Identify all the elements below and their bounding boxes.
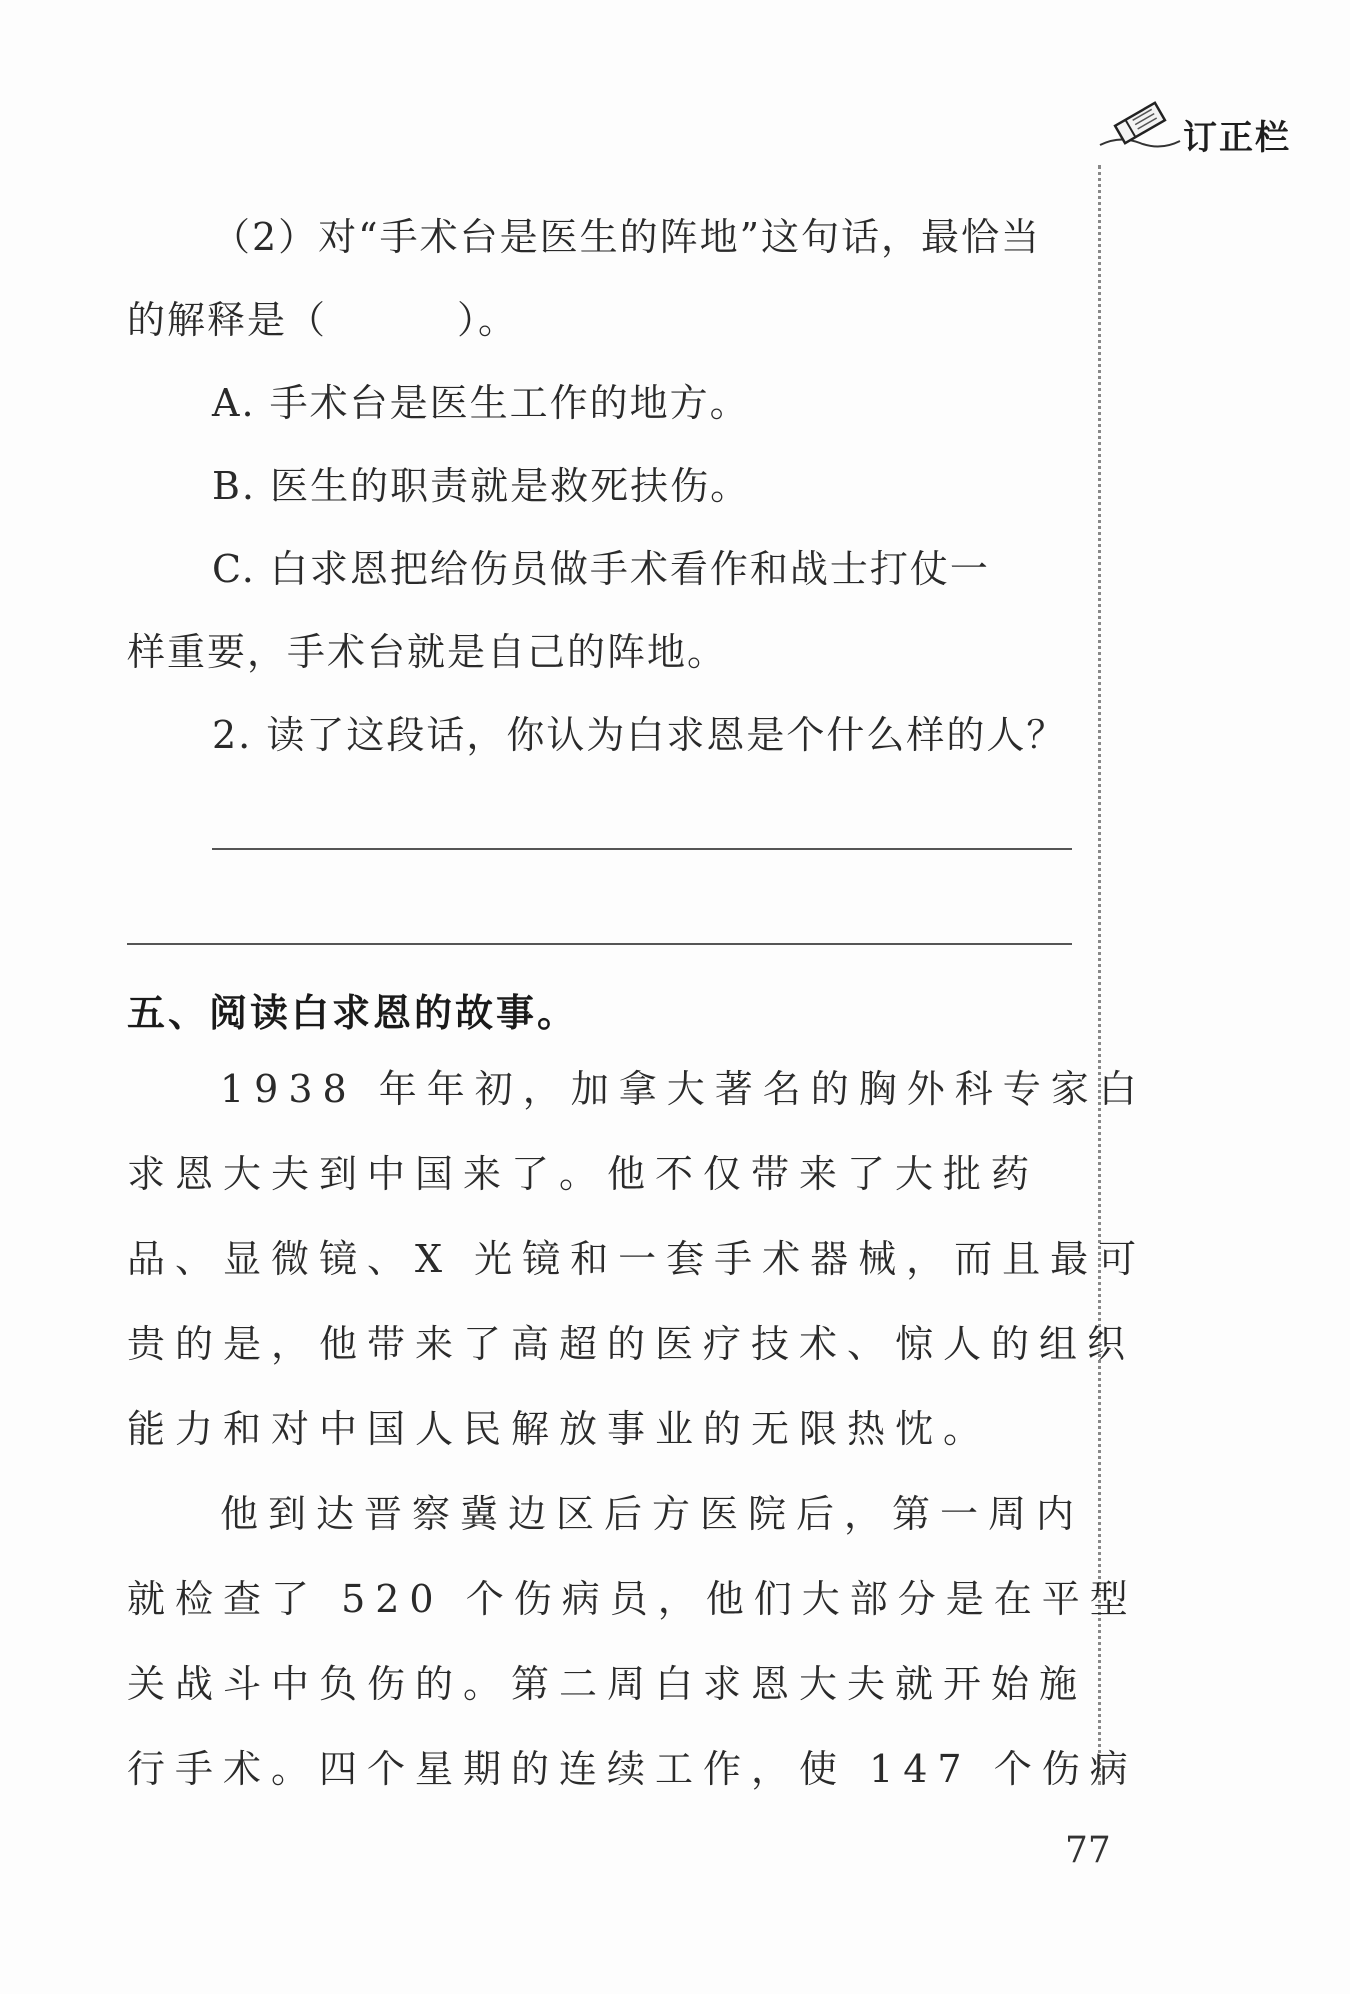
option-b: B. 医生的职责就是救死扶伤。 bbox=[212, 464, 751, 508]
page-number: 77 bbox=[1065, 1830, 1111, 1871]
story-line: 求恩大夫到中国来了。他不仅带来了大批药 bbox=[127, 1152, 1040, 1196]
question-2-stem: 的解释是（ bbox=[127, 298, 328, 342]
correction-column-title: 订正栏 bbox=[1183, 118, 1291, 158]
question-2-stem-end: ）。 bbox=[457, 298, 519, 342]
story-line: 就检查了 520 个伤病员，他们大部分是在平型 bbox=[127, 1577, 1138, 1621]
answer-line[interactable] bbox=[127, 943, 1072, 945]
section-heading: 五、阅读白求恩的故事。 bbox=[127, 991, 579, 1035]
option-a: A. 手术台是医生工作的地方。 bbox=[212, 381, 750, 425]
correction-column-header bbox=[1095, 95, 1335, 165]
story-line: 1938 年年初，加拿大著名的胸外科专家白 bbox=[220, 1067, 1147, 1111]
story-line: 品、显微镜、X 光镜和一套手术器械，而且最可 bbox=[127, 1237, 1147, 1281]
question-2-line-2 bbox=[127, 295, 518, 345]
correction-column-divider bbox=[1098, 165, 1101, 1785]
story-line: 行手术。四个星期的连续工作，使 147 个伤病 bbox=[127, 1747, 1138, 1791]
question-item-2: 2. 读了这段话，你认为白求恩是个什么样的人？ bbox=[212, 713, 1067, 757]
story-line: 关战斗中负伤的。第二周白求恩大夫就开始施 bbox=[127, 1662, 1088, 1706]
pencil-eraser-icon bbox=[1095, 95, 1185, 155]
story-line: 他到达晋察冀边区后方医院后，第一周内 bbox=[220, 1492, 1085, 1536]
option-c-line-2: 样重要，手术台就是自己的阵地。 bbox=[127, 630, 728, 674]
question-2-line-1: （2）对“手术台是医生的阵地”这句话，最恰当 bbox=[212, 215, 1042, 259]
answer-line[interactable] bbox=[212, 848, 1072, 850]
story-line: 能力和对中国人民解放事业的无限热忱。 bbox=[127, 1407, 992, 1451]
option-c-line-1: C. 白求恩把给伤员做手术看作和战士打仗一 bbox=[212, 547, 990, 591]
story-line: 贵的是，他带来了高超的医疗技术、惊人的组织 bbox=[127, 1322, 1136, 1366]
